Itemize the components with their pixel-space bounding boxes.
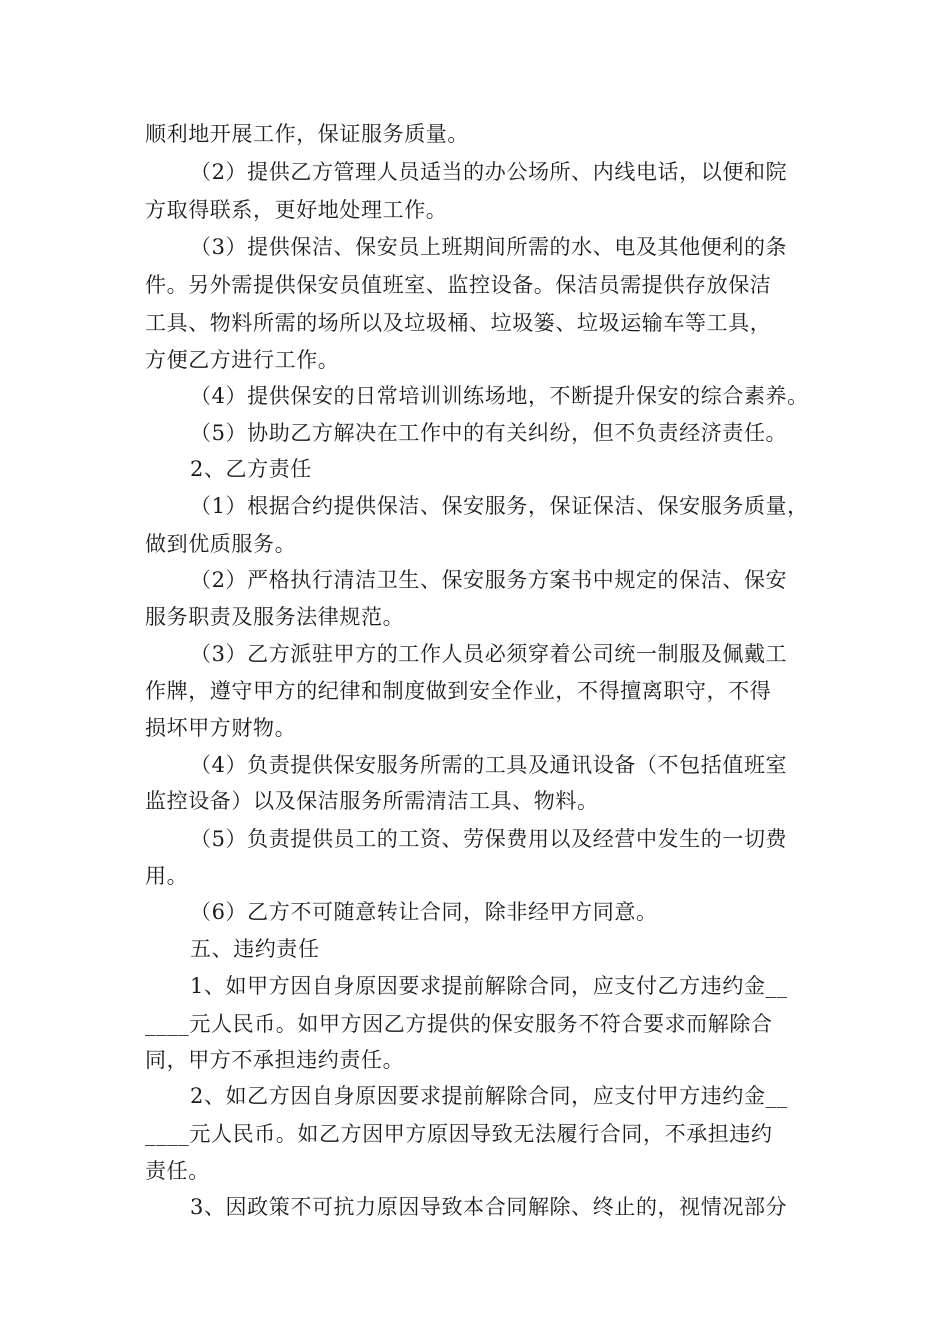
- text-line: 做到优质服务。: [145, 532, 297, 556]
- text-line: 2、如乙方因自身原因要求提前解除合同，应支付甲方违约金__: [190, 1084, 788, 1108]
- text-line: ____元人民币。如乙方因甲方原因导致无法履行合同，不承担违约: [145, 1122, 773, 1146]
- text-line: 损坏甲方财物。: [145, 716, 297, 740]
- text-line: （5）协助乙方解决在工作中的有关纠纷，但不负责经济责任。: [190, 421, 788, 445]
- text-line: 监控设备）以及保洁服务所需清洁工具、物料。: [145, 789, 599, 813]
- text-line: （6）乙方不可随意转让合同，除非经甲方同意。: [190, 900, 658, 924]
- text-line: （4）提供保安的日常培训训练场地，不断提升保安的综合素养。: [190, 384, 809, 408]
- text-line: （2）严格执行清洁卫生、保安服务方案书中规定的保洁、保安: [190, 568, 788, 592]
- text-line: （3）提供保洁、保安员上班期间所需的水、电及其他便利的条: [190, 235, 788, 259]
- text-line: （1）根据合约提供保洁、保安服务，保证保洁、保安服务质量，: [190, 494, 809, 518]
- text-line: 3、因政策不可抗力原因导致本合同解除、终止的，视情况部分: [190, 1195, 788, 1219]
- section-heading: 2、乙方责任: [190, 457, 312, 481]
- text-line: （2）提供乙方管理人员适当的办公场所、内线电话，以便和院: [190, 160, 788, 184]
- text-line: 责任。: [145, 1159, 210, 1183]
- text-line: （3）乙方派驻甲方的工作人员必须穿着公司统一制服及佩戴工: [190, 642, 788, 666]
- text-line: （4）负责提供保安服务所需的工具及通讯设备（不包括值班室: [190, 753, 788, 777]
- section-heading: 五、违约责任: [190, 937, 320, 961]
- text-line: （5）负责提供员工的工资、劳保费用以及经营中发生的一切费: [190, 827, 788, 851]
- text-line: 方取得联系，更好地处理工作。: [145, 198, 448, 222]
- text-line: 1、如甲方因自身原因要求提前解除合同，应支付乙方违约金__: [190, 974, 788, 998]
- text-line: ____元人民币。如甲方因乙方提供的保安服务不符合要求而解除合: [145, 1012, 773, 1036]
- text-line: 件。另外需提供保安员值班室、监控设备。保洁员需提供存放保洁: [145, 273, 772, 297]
- text-line: 用。: [145, 864, 189, 888]
- text-line: 服务职责及服务法律规范。: [145, 605, 405, 629]
- text-line: 方便乙方进行工作。: [145, 348, 340, 372]
- text-line: 同，甲方不承担违约责任。: [145, 1048, 405, 1072]
- text-line: 顺利地开展工作，保证服务质量。: [145, 122, 469, 146]
- text-line: 工具、物料所需的场所以及垃圾桶、垃圾篓、垃圾运输车等工具，: [145, 311, 772, 335]
- text-line: 作牌，遵守甲方的纪律和制度做到安全作业，不得擅离职守，不得: [145, 679, 772, 703]
